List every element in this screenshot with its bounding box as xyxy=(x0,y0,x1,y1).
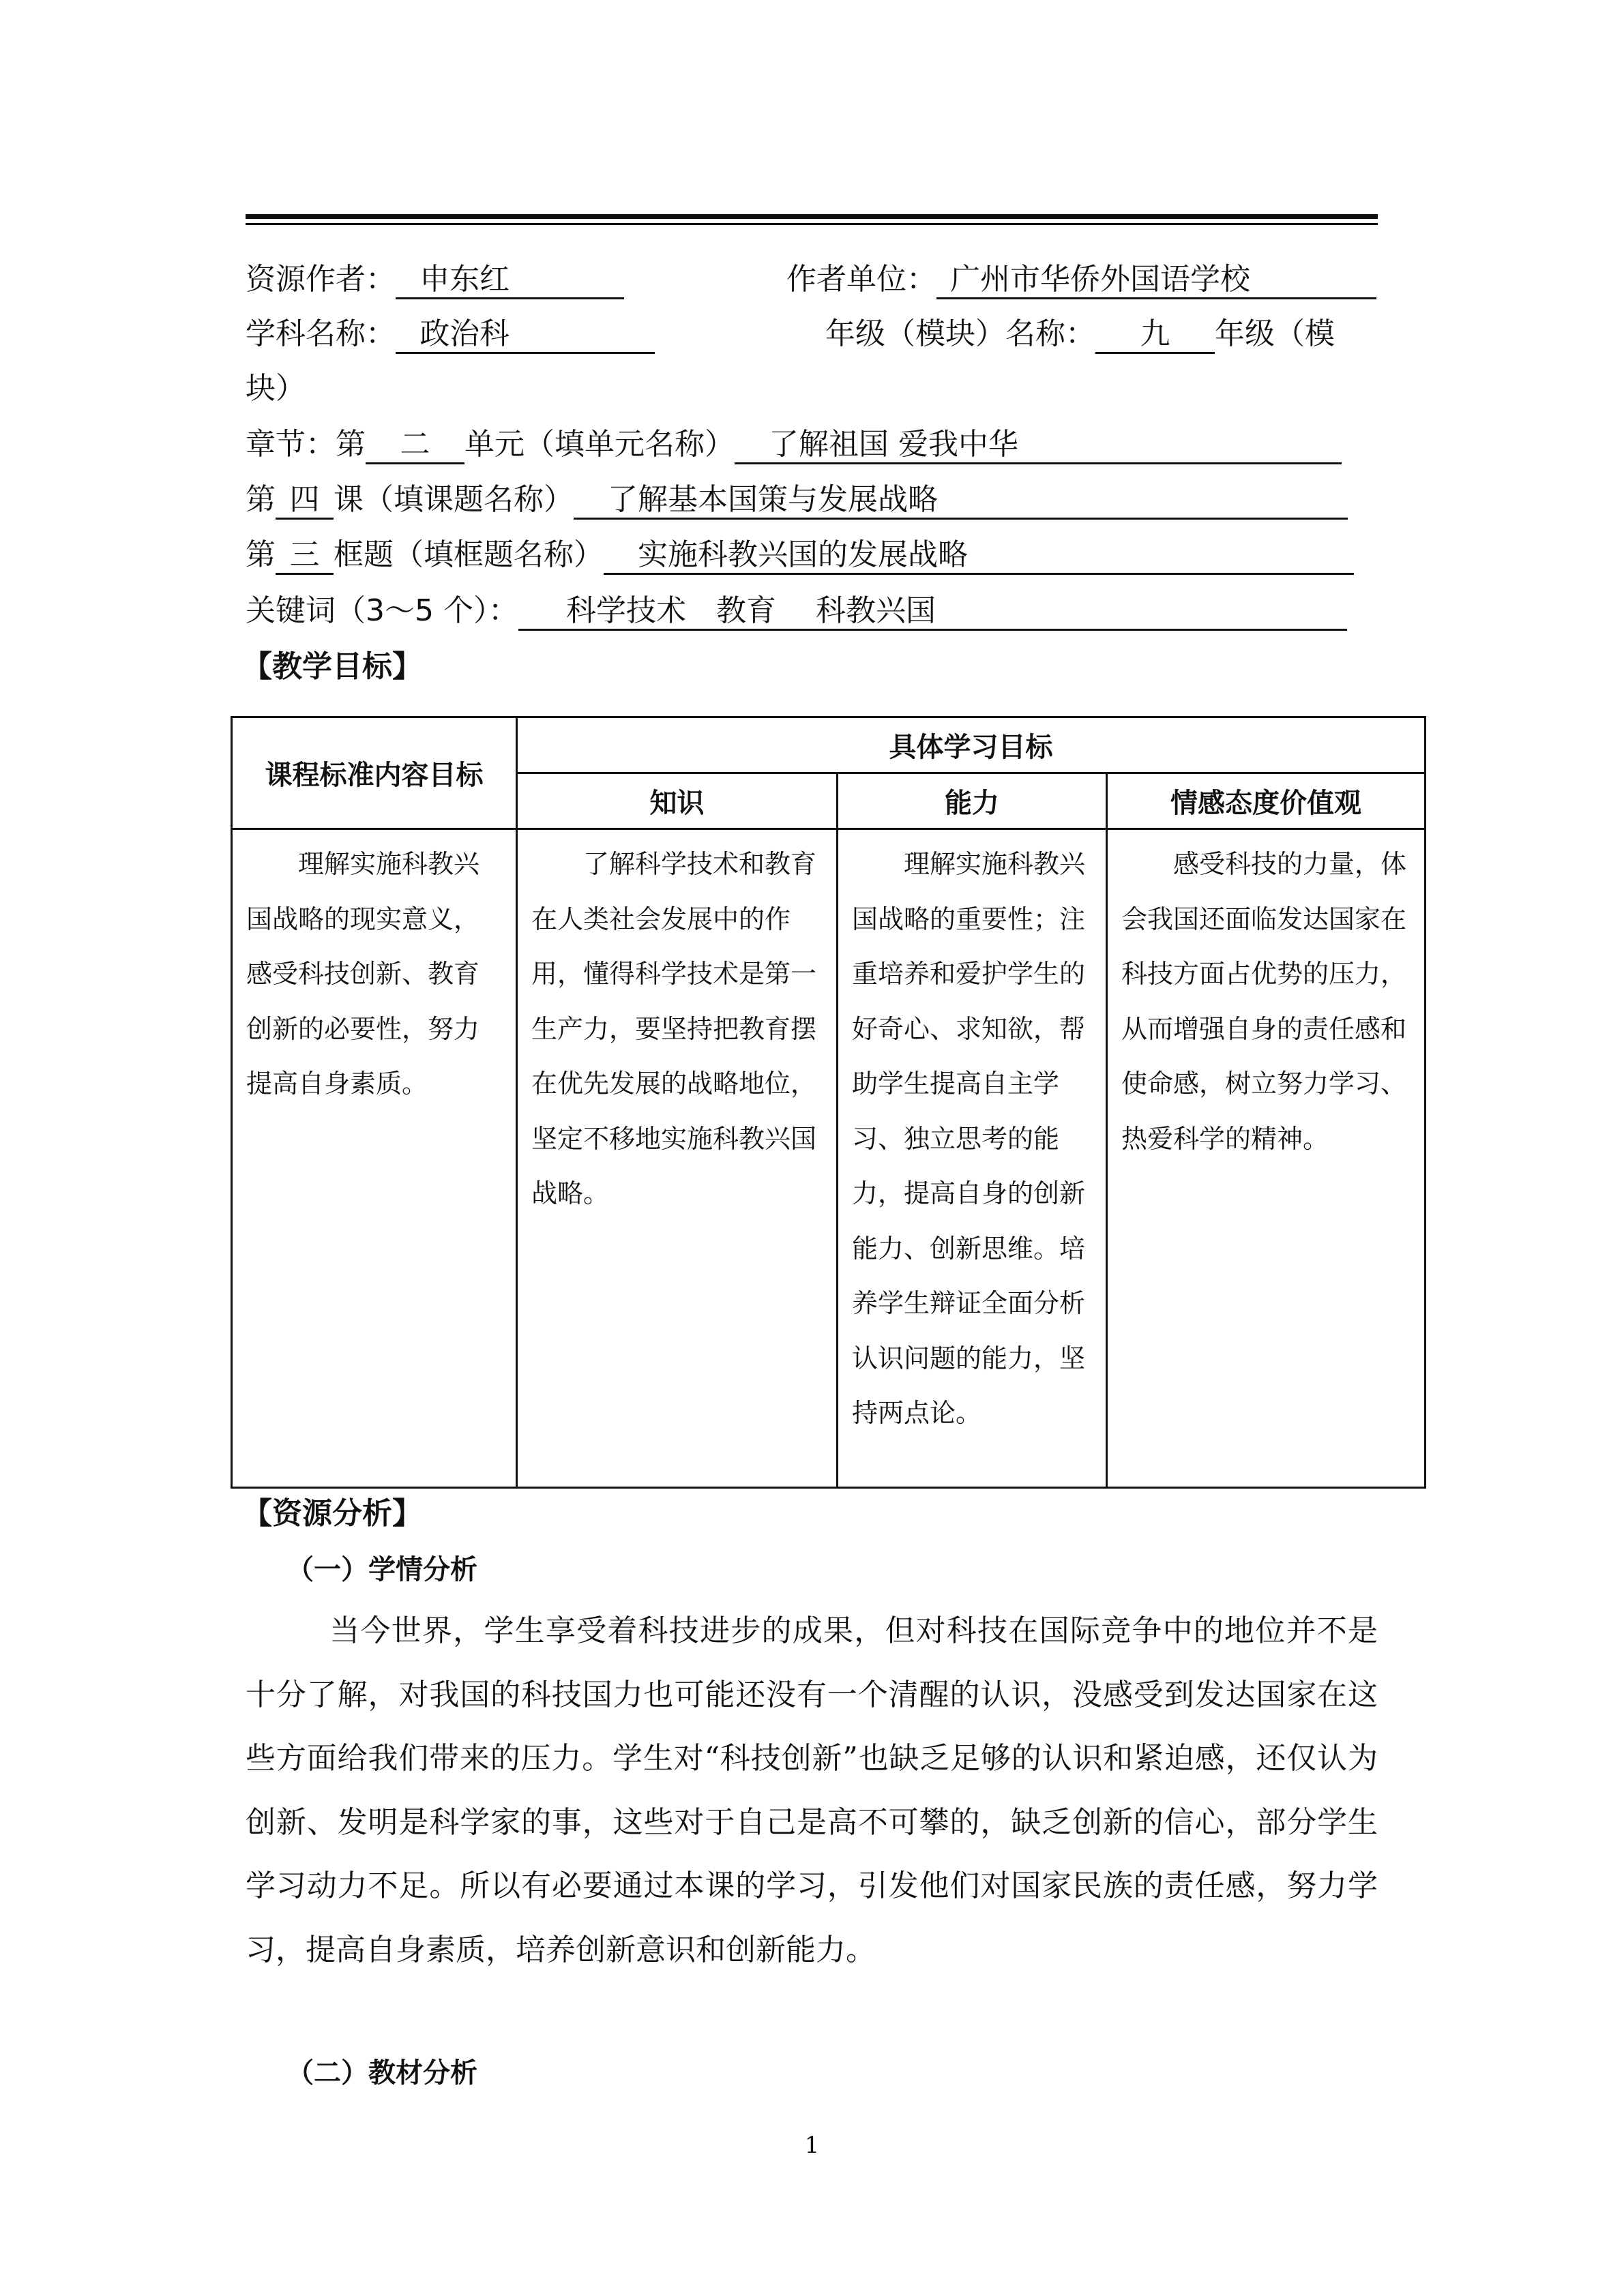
author-label: 资源作者： xyxy=(246,262,396,297)
chapter-mid: 单元（填单元名称） xyxy=(464,427,735,462)
grade-label: 年级（模块）名称： xyxy=(825,316,1095,351)
grade-suffix: 年级（模 xyxy=(1215,316,1335,351)
header-emotion: 情感态度价值观 xyxy=(1107,773,1426,829)
grade-wrap: 块） xyxy=(246,371,306,406)
header-rule-thick xyxy=(246,214,1378,219)
frame-line xyxy=(246,535,1354,576)
keywords-line xyxy=(246,591,1347,631)
goals-table xyxy=(231,716,1426,1489)
lesson-number: 四 xyxy=(276,482,334,520)
cell-emotion: 感受科技的力量，体会我国还面临发达国家在科技方面占优势的压力，从而增强自身的责任感和使命感，树立努力学习、热爱科学的精神。 xyxy=(1107,829,1426,1488)
unit-label: 作者单位： xyxy=(786,262,936,297)
unit-value: 广州市华侨外国语学校 xyxy=(936,262,1376,299)
keywords-label: 关键词（3～5 个）： xyxy=(246,593,518,628)
subject-label: 学科名称： xyxy=(246,316,396,351)
learner-analysis-paragraph: 当今世界，学生享受着科技进步的成果，但对科技在国际竞争中的地位并不是十分了解，对我国的科技国力也可能还没有一个清醒的认识，没感受到发达国家在这些方面给我们带来的压力。学生对“科技创新”也缺乏足够的认识和紧迫感，还仅认为创新、发明是科学家的事，这些对于自己是高不可攀的，缺乏创新的信心，部分学生学习动力不足。所以有必要通过本课的学习，引发他们对国家民族的责任感，努力学习，提高自身素质，培养创新意识和创新能力。 xyxy=(246,1613,1378,1967)
header-knowledge: 知识 xyxy=(517,773,838,829)
frame-mid: 框题（填框题名称） xyxy=(334,537,604,572)
chapter-number: 二 xyxy=(366,427,464,464)
grade-wrap-line xyxy=(246,368,306,409)
header-rule-thin xyxy=(246,223,1378,225)
cell-ability: 理解实施科教兴国战略的重要性；注重培养和爱护学生的好奇心、求知欲，帮助学生提高自主学习、独立思考的能力，提高自身的创新能力、创新思维。培养学生辩证全面分析认识问题的能力，坚持两点论。 xyxy=(838,829,1107,1488)
lesson-line xyxy=(246,479,1348,520)
cell-standard: 理解实施科教兴国战略的现实意义，感受科技创新、教育创新的必要性，努力提高自身素质。 xyxy=(232,829,517,1488)
frame-prefix: 第 xyxy=(246,537,276,572)
page-number: 1 xyxy=(804,2132,820,2159)
header-ability: 能力 xyxy=(838,773,1107,829)
subject-value: 政治科 xyxy=(396,316,655,354)
author-line xyxy=(246,259,624,300)
header-standard: 课程标准内容目标 xyxy=(232,717,517,829)
analysis-heading: 【资源分析】 xyxy=(242,1496,422,1531)
textbook-analysis-heading: （二）教材分析 xyxy=(286,2057,477,2089)
cell-knowledge: 了解科学技术和教育在人类社会发展中的作用，懂得科学技术是第一生产力，要坚持把教育摆在优先发展的战略地位，坚定不移地实施科教兴国战略。 xyxy=(517,829,838,1488)
lesson-mid: 课（填课题名称） xyxy=(334,482,574,517)
chapter-name: 了解祖国 爱我中华 xyxy=(735,427,1342,464)
subject-line xyxy=(246,314,655,355)
grade-line xyxy=(825,314,1335,355)
header-specific: 具体学习目标 xyxy=(517,717,1426,773)
lesson-name: 了解基本国策与发展战略 xyxy=(574,482,1348,520)
lesson-prefix: 第 xyxy=(246,482,276,517)
goals-heading: 【教学目标】 xyxy=(242,649,422,684)
unit-line xyxy=(786,259,1376,300)
chapter-line xyxy=(246,424,1342,465)
chapter-label: 章节：第 xyxy=(246,427,366,462)
frame-name: 实施科教兴国的发展战略 xyxy=(604,537,1354,575)
keywords-value: 科学技术 教育 科教兴国 xyxy=(518,593,1347,631)
frame-number: 三 xyxy=(276,537,334,575)
learner-analysis-heading: （一）学情分析 xyxy=(286,1554,477,1585)
author-value: 申东红 xyxy=(396,262,624,299)
grade-value: 九 xyxy=(1095,316,1215,354)
